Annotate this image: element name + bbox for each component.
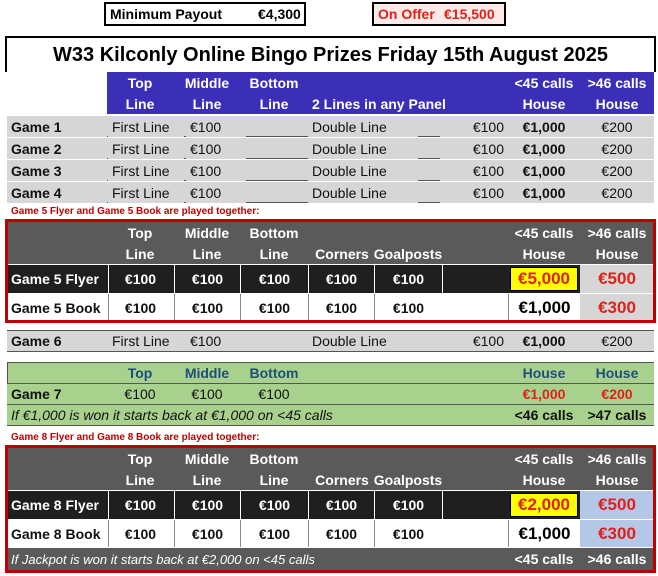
game7-header-bottom: Bottom: [240, 363, 308, 383]
game5-flyer-middle: €100: [174, 265, 240, 293]
game5-flyer-house-over: €500: [580, 265, 654, 293]
game8-flyer-name: Game 8 Flyer: [7, 491, 107, 519]
game-name: Game 2: [7, 138, 107, 159]
game5-flyer-goalposts: €100: [374, 265, 442, 293]
game8-flyer-jackpot: €2,000: [510, 493, 578, 517]
game7-name: Game 7: [7, 384, 107, 404]
header-middle-1: Middle: [174, 72, 240, 93]
g8-header-top-1: Top: [108, 448, 172, 469]
game8-book-corners: €100: [308, 520, 374, 547]
game6-double-prize: €100: [440, 331, 508, 351]
game8-footer-note: If Jackpot is won it starts back at €2,000 on <45 calls: [7, 548, 507, 570]
double-line-prize: €100: [440, 182, 508, 203]
on-offer-label: On Offer: [378, 6, 435, 22]
game5-flyer-corners: €100: [308, 265, 374, 293]
g8-header-bottom-1: Bottom: [240, 448, 308, 469]
first-line-prize: €100: [186, 116, 246, 137]
game8-flyer-house-over: €500: [580, 491, 654, 519]
game7-header-house-1: House: [508, 363, 580, 383]
first-line-prize: €100: [186, 138, 246, 159]
g8-header-under45-1: <45 calls: [508, 448, 580, 469]
game-name: Game 1: [7, 116, 107, 137]
game5-book-house-over: €300: [580, 294, 654, 321]
house-under45: €1,000: [508, 138, 580, 159]
game6-double-label: Double Line: [308, 331, 418, 351]
game7-note-col2: >47 calls: [580, 405, 654, 425]
g5-header-goalposts: Goalposts: [374, 243, 442, 264]
game6-name: Game 6: [7, 331, 107, 351]
game-name: Game 3: [7, 160, 107, 181]
game5-frame: [5, 219, 656, 323]
game5-flyer-name: Game 5 Flyer: [7, 265, 107, 293]
first-line-label: First Line: [108, 116, 184, 137]
header-bottom-1: Bottom: [240, 72, 308, 93]
game7-middle: €100: [174, 384, 240, 404]
header-top-1: Top: [108, 72, 172, 93]
g8-header-corners: Corners: [310, 469, 374, 490]
header-two-lines: 2 Lines in any Panel: [308, 93, 508, 114]
game5-flyer-jackpot: €5,000: [510, 267, 578, 291]
game8-book-top: €100: [108, 520, 172, 547]
game8-book-bottom: €100: [240, 520, 308, 547]
double-line-label: Double Line: [308, 160, 418, 181]
game5-flyer-top: €100: [108, 265, 172, 293]
header-under45-1: <45 calls: [508, 72, 580, 93]
main-header-label-cell: [7, 72, 107, 114]
first-line-prize: €100: [186, 182, 246, 203]
game5-book-name: Game 5 Book: [7, 294, 107, 321]
game8-note: Game 8 Flyer and Game 8 Book are played together:: [11, 431, 260, 443]
g8-header-middle-1: Middle: [174, 448, 240, 469]
game7-house-over: €200: [580, 384, 654, 404]
g5-header-bottom-1: Bottom: [240, 222, 308, 243]
header-middle-2: Line: [174, 93, 240, 114]
game5-book-top: €100: [108, 294, 172, 321]
header-under45-2: House: [508, 93, 580, 114]
game5-book-house-under: €1,000: [508, 294, 580, 321]
g5-header-over46-1: >46 calls: [580, 222, 654, 243]
house-under45: €1,000: [508, 116, 580, 137]
game8-book-goalposts: €100: [374, 520, 442, 547]
game8-book-house-under: €1,000: [508, 520, 580, 547]
double-line-prize: €100: [440, 138, 508, 159]
g8-header-over46-2: House: [580, 469, 654, 490]
game5-book-goalposts: €100: [374, 294, 442, 321]
game8-flyer-middle: €100: [174, 491, 240, 519]
g5-header-middle-2: Line: [174, 243, 240, 264]
min-payout-label: Minimum Payout: [110, 6, 223, 22]
game8-flyer-goalposts: €100: [374, 491, 442, 519]
header-top-2: Line: [108, 93, 172, 114]
house-over46: €200: [580, 160, 654, 181]
page-title: W33 Kilconly Online Bingo Prizes Friday 15th August 2025: [53, 43, 608, 66]
min-payout-value: €4,300: [258, 6, 301, 22]
game6-house-over: €200: [580, 331, 654, 351]
g5-header-middle-1: Middle: [174, 222, 240, 243]
game7-house-under: €1,000: [508, 384, 580, 404]
house-over46: €200: [580, 116, 654, 137]
game8-flyer-top: €100: [108, 491, 172, 519]
first-line-label: First Line: [108, 160, 184, 181]
g5-header-top-2: Line: [108, 243, 172, 264]
house-over46: €200: [580, 182, 654, 203]
game7-bottom: €100: [240, 384, 308, 404]
double-line-prize: €100: [440, 116, 508, 137]
double-line-label: Double Line: [308, 116, 418, 137]
g8-header-top-2: Line: [108, 469, 172, 490]
g8-header-goalposts: Goalposts: [374, 469, 442, 490]
game8-flyer-corners: €100: [308, 491, 374, 519]
game7-header-top: Top: [108, 363, 172, 383]
game5-flyer-bottom: €100: [240, 265, 308, 293]
game-name: Game 4: [7, 182, 107, 203]
game6-house-under: €1,000: [508, 331, 580, 351]
game6-line-prize: €100: [186, 331, 246, 351]
g5-header-over46-2: House: [580, 243, 654, 264]
house-over46: €200: [580, 138, 654, 159]
first-line-prize: €100: [186, 160, 246, 181]
first-line-label: First Line: [108, 138, 184, 159]
game8-footer-col1: <45 calls: [508, 548, 580, 570]
game5-book-middle: €100: [174, 294, 240, 321]
house-under45: €1,000: [508, 182, 580, 203]
game5-book-corners: €100: [308, 294, 374, 321]
double-line-prize: €100: [440, 160, 508, 181]
game7-note: If €1,000 is won it starts back at €1,000 on <45 calls: [7, 405, 507, 425]
g5-header-top-1: Top: [108, 222, 172, 243]
game5-note: Game 5 Flyer and Game 5 Book are played together:: [11, 205, 260, 217]
header-over46-2: House: [580, 93, 654, 114]
game8-frame: [5, 445, 656, 573]
game7-note-col1: <46 calls: [508, 405, 580, 425]
double-line-label: Double Line: [308, 138, 418, 159]
game5-book-bottom: €100: [240, 294, 308, 321]
g5-header-under45-2: House: [508, 243, 580, 264]
house-under45: €1,000: [508, 160, 580, 181]
game8-footer-col2: >46 calls: [580, 548, 654, 570]
game8-flyer-bottom: €100: [240, 491, 308, 519]
g8-header-middle-2: Line: [174, 469, 240, 490]
double-line-label: Double Line: [308, 182, 418, 203]
on-offer-value: €15,500: [444, 6, 495, 22]
game8-book-name: Game 8 Book: [7, 520, 107, 547]
header-over46-1: >46 calls: [580, 72, 654, 93]
game6-line-label: First Line: [108, 331, 184, 351]
game8-book-middle: €100: [174, 520, 240, 547]
g5-header-under45-1: <45 calls: [508, 222, 580, 243]
game7-header-middle: Middle: [174, 363, 240, 383]
g8-header-bottom-2: Line: [240, 469, 308, 490]
header-bottom-2: Line: [240, 93, 308, 114]
g5-header-bottom-2: Line: [240, 243, 308, 264]
first-line-label: First Line: [108, 182, 184, 203]
g5-header-corners: Corners: [310, 243, 374, 264]
game8-book-house-over: €300: [580, 520, 654, 547]
game7-top: €100: [108, 384, 172, 404]
game7-header-house-2: House: [580, 363, 654, 383]
g8-header-under45-2: House: [508, 469, 580, 490]
g8-header-over46-1: >46 calls: [580, 448, 654, 469]
